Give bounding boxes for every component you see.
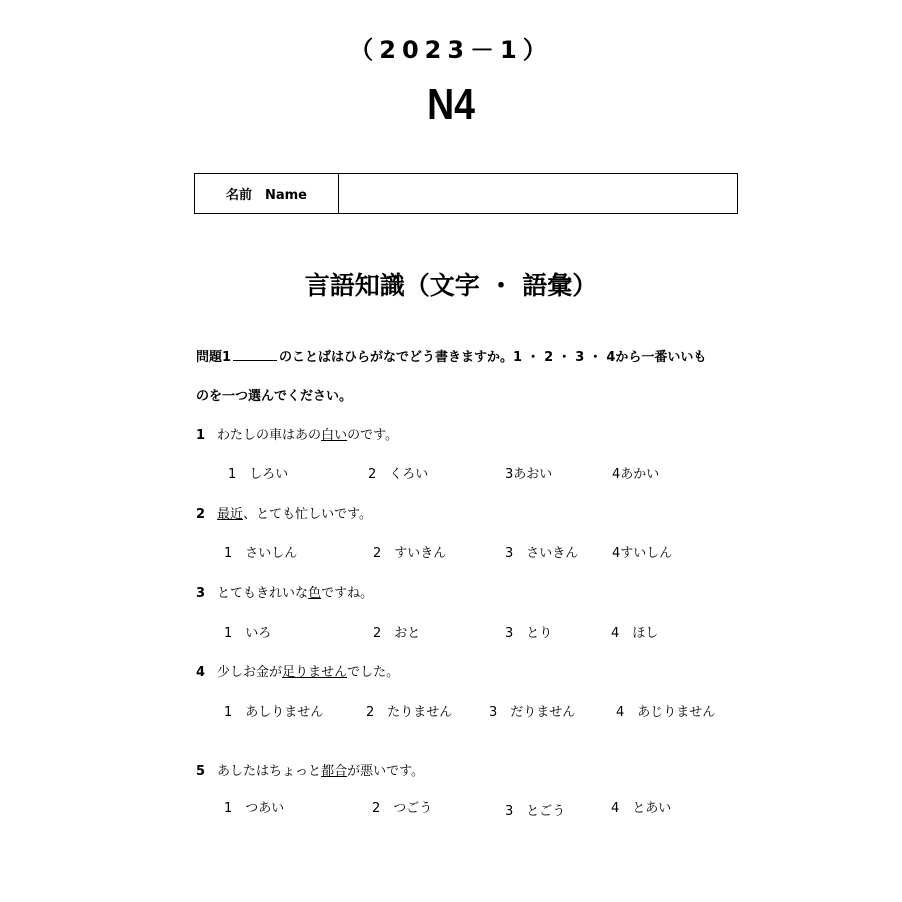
option-4[interactable]: 4 あじりません <box>616 705 716 720</box>
option-2[interactable]: 2 つごう <box>372 801 433 816</box>
option-1[interactable]: 1 さいしん <box>224 546 298 561</box>
option-4[interactable]: 4 とあい <box>611 801 672 816</box>
question-text: ですね。 <box>321 586 374 601</box>
question-number: 1 <box>196 428 206 443</box>
option-1[interactable]: 1 あしりません <box>224 705 324 720</box>
question-1 <box>196 424 398 443</box>
option-3[interactable]: 3 とごう <box>505 804 566 819</box>
question-4 <box>196 661 399 680</box>
option-3[interactable]: 3 だりません <box>489 705 576 720</box>
option-2[interactable]: 2 くろい <box>368 467 429 482</box>
question-text: のです。 <box>347 428 399 443</box>
name-label: 名前 Name <box>195 174 339 213</box>
option-4[interactable]: 4あかい <box>612 467 660 482</box>
instruction-line-2: のを一つ選んでください。 <box>196 389 353 404</box>
question-2 <box>196 503 372 522</box>
question-text: とてもきれいな <box>217 586 309 601</box>
question-5 <box>196 760 424 779</box>
target-word: 白い <box>321 428 348 443</box>
option-3[interactable]: 3 さいきん <box>505 546 579 561</box>
option-1[interactable]: 1 いろ <box>224 626 272 641</box>
target-word: 最近 <box>217 507 244 522</box>
question-3 <box>196 582 373 601</box>
instruction-prefix: 問題1 <box>196 350 232 365</box>
option-4[interactable]: 4 ほし <box>611 626 659 641</box>
option-4[interactable]: 4すいしん <box>612 546 673 561</box>
answer-blank <box>233 360 277 361</box>
question-text: 少しお金が <box>217 665 283 680</box>
question-number: 2 <box>196 507 206 522</box>
option-2[interactable]: 2 すいきん <box>373 546 447 561</box>
option-1[interactable]: 1 しろい <box>228 467 289 482</box>
instruction-text: のことばはひらがなでどう書きますか。1 ・ 2 ・ 3 ・ 4から一番いいも <box>279 350 707 365</box>
question-text: あしたはちょっと <box>217 764 322 779</box>
option-2[interactable]: 2 たりません <box>366 705 453 720</box>
question-text: でした。 <box>347 665 400 680</box>
target-word: 足りません <box>282 665 348 680</box>
exam-level: N4 <box>427 80 475 129</box>
question-number: 5 <box>196 764 206 779</box>
option-1[interactable]: 1 つあい <box>224 801 285 816</box>
question-text: 、とても忙しいです。 <box>243 507 373 522</box>
section-title: 言語知識（文字 ・ 語彙） <box>304 271 598 300</box>
instruction-line-1 <box>196 346 706 365</box>
name-field[interactable] <box>339 174 737 213</box>
exam-year: （2023－1） <box>349 36 553 64</box>
target-word: 都合 <box>321 764 348 779</box>
option-2[interactable]: 2 おと <box>373 626 421 641</box>
question-number: 3 <box>196 586 206 601</box>
name-box <box>194 173 738 214</box>
question-number: 4 <box>196 665 206 680</box>
target-word: 色 <box>308 586 322 601</box>
question-text: が悪いです。 <box>347 764 425 779</box>
option-3[interactable]: 3あおい <box>505 467 553 482</box>
question-text: わたしの車はあの <box>217 428 322 443</box>
option-3[interactable]: 3 とり <box>505 626 553 641</box>
